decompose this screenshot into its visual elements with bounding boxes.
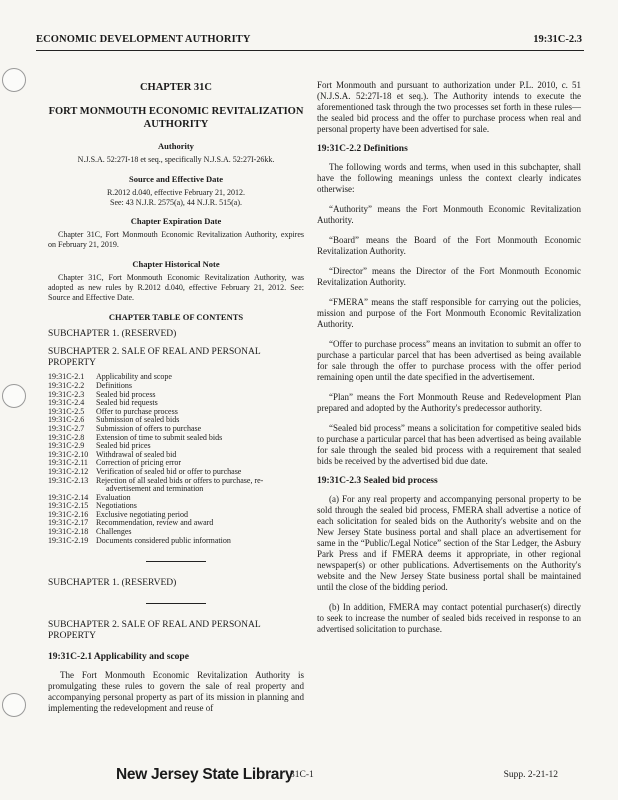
- toc-entry-title: Submission of offers to purchase: [96, 423, 202, 433]
- toc-entry: [48, 382, 304, 391]
- toc-entry-number: 19:31C-2.6: [48, 415, 85, 425]
- definition-paragraph: “Board” means the Board of the Fort Monmouth Economic Revitalization Authority.: [317, 235, 581, 256]
- toc-entry-title: Withdrawal of sealed bid: [96, 449, 177, 459]
- definition-paragraph: “Offer to purchase process” means an invitation to submit an offer to purchase a particular parcel that has been advertised as being available for sale through the offer to purchase process with the offer period remaining open until the date specified in the advertisement.: [317, 339, 581, 382]
- toc-entry-number: 19:31C-2.4: [48, 398, 85, 408]
- toc-entry-number: 19:31C-2.13: [48, 475, 89, 485]
- toc-entry-number: 19:31C-2.1: [48, 372, 85, 382]
- toc-entry-number: 19:31C-2.12: [48, 466, 89, 476]
- section-heading: 19:31C-2.2 Definitions: [317, 144, 408, 154]
- definition-paragraph: “Plan” means the Fort Monmouth Reuse and Redevelopment Plan prepared and adopted by the Authority's predecessor authority.: [317, 392, 581, 413]
- toc-entry-title: Definitions: [96, 380, 132, 390]
- definition-paragraph: “FMERA” means the staff responsible for carrying out the policies, mission and purpose of the Fort Monmouth Economic Revitalization Authority.: [317, 297, 581, 329]
- supplement-date: Supp. 2-21-12: [503, 770, 558, 780]
- toc-entry-number: 19:31C-2.7: [48, 423, 85, 433]
- section-divider: [146, 603, 206, 604]
- body-paragraph: Fort Monmouth and pursuant to authorization under P.L. 2010, c. 51 (N.J.S.A. 52:27I-18 et seq.). The Authority intends to execute the aforementioned task through the two processes set forth in these rules—the sealed bid process and the offer to purchase process when real and personal property have been advertised for sale.: [317, 80, 581, 134]
- page-footer: [0, 766, 618, 786]
- toc-heading: CHAPTER TABLE OF CONTENTS: [108, 312, 244, 323]
- toc-entry-number: 19:31C-2.17: [48, 518, 89, 528]
- binder-hole: [2, 68, 26, 92]
- toc-entry-title: Sealed bid requests: [96, 398, 158, 408]
- toc-entry-number: 19:31C-2.8: [48, 432, 85, 442]
- toc-entry-number: 19:31C-2.16: [48, 509, 89, 519]
- toc-entry-title: Negotiations: [96, 501, 137, 511]
- section-heading: 19:31C-2.1 Applicability and scope: [48, 652, 189, 663]
- toc-entry-number: 19:31C-2.9: [48, 441, 85, 451]
- source-heading: Source and Effective Date: [128, 173, 224, 184]
- body-paragraph: (b) In addition, FMERA may contact potential purchaser(s) directly to seek to increase the number of sealed bids received in response to an advertised solicitation to purchase.: [317, 602, 581, 634]
- page-number: 31C-1: [290, 770, 314, 780]
- toc-entry-title: Documents considered public information: [96, 535, 231, 545]
- expiration-heading: Chapter Expiration Date: [130, 216, 222, 227]
- subchapter-heading: SUBCHAPTER 1. (RESERVED): [48, 578, 177, 589]
- running-header-section: 19:31C-2.3: [533, 34, 582, 45]
- toc-entry-title: Verification of sealed bid or offer to purchase: [96, 466, 242, 476]
- toc-entry-title: Extension of time to submit sealed bids: [96, 432, 223, 442]
- toc-subchapter: SUBCHAPTER 1. (RESERVED): [48, 329, 177, 340]
- toc-entry-title: Evaluation: [96, 492, 131, 502]
- chapter-number: CHAPTER 31C: [139, 82, 213, 93]
- toc-entry-title: Correction of pricing error: [96, 458, 182, 468]
- toc-entry-number: 19:31C-2.18: [48, 527, 89, 537]
- toc-entry: [48, 391, 304, 400]
- section-divider: [146, 561, 206, 562]
- source-line: See: 43 N.J.R. 2575(a), 44 N.J.R. 515(a).: [110, 197, 242, 207]
- toc-subchapter: SUBCHAPTER 2. SALE OF REAL AND PERSONAL PROPERTY: [48, 347, 261, 369]
- definition-paragraph: “Authority” means the Fort Monmouth Economic Revitalization Authority.: [317, 204, 581, 225]
- definition-paragraph: “Director” means the Director of the Fort Monmouth Economic Revitalization Authority.: [317, 266, 581, 287]
- binder-hole: [2, 693, 26, 717]
- toc-entry-number: 19:31C-2.3: [48, 389, 85, 399]
- running-header-title: ECONOMIC DEVELOPMENT AUTHORITY: [36, 34, 251, 45]
- toc-entry-title: advertisement and termination: [106, 484, 204, 494]
- library-stamp: New Jersey State Library: [116, 766, 294, 783]
- toc-entry-title: Sealed bid prices: [96, 441, 151, 451]
- historical-text: Chapter 31C, Fort Monmouth Economic Revitalization Authority, was adopted as new rules by R.2012 d.040, effective February 21, 2012. See: Source and Effective Date.: [48, 272, 304, 302]
- binder-hole: [2, 384, 26, 408]
- section-heading: 19:31C-2.3 Sealed bid process: [317, 476, 438, 486]
- toc-entry-number: 19:31C-2.5: [48, 406, 85, 416]
- toc-entry-number: 19:31C-2.11: [48, 458, 88, 468]
- toc-entry-title: Applicability and scope: [96, 372, 172, 382]
- historical-heading: Chapter Historical Note: [132, 258, 220, 269]
- toc-entry-title: Sealed bid process: [96, 389, 156, 399]
- body-paragraph: The Fort Monmouth Economic Revitalization Authority is promulgating these rules to govern the sale of real property and accompanying personal property as part of its mission in planning and implementing the redevelopment and reuse of: [48, 670, 304, 714]
- toc-entry-title: Exclusive negotiating period: [96, 509, 188, 519]
- toc-entry-title: Rejection of all sealed bids or offers to purchase, re-: [96, 475, 264, 485]
- left-column: [48, 76, 304, 723]
- toc-entry-number: 19:31C-2.10: [48, 449, 89, 459]
- toc-entry-number: 19:31C-2.14: [48, 492, 89, 502]
- body-paragraph: The following words and terms, when used in this subchapter, shall have the following meanings unless the context clearly indicates otherwise:: [317, 162, 581, 194]
- toc-entry-title: Challenges: [96, 527, 132, 537]
- authority-text: N.J.S.A. 52:27I-18 et seq., specifically N.J.S.A. 52:27I-26kk.: [77, 155, 275, 164]
- toc-entry-title: Submission of sealed bids: [96, 415, 180, 425]
- toc-entry: [48, 537, 304, 546]
- toc-entry-number: 19:31C-2.2: [48, 380, 85, 390]
- authority-heading: Authority: [158, 141, 194, 151]
- toc-entry-number: 19:31C-2.19: [48, 535, 89, 545]
- body-paragraph: (a) For any real property and accompanying personal property to be sold through the sealed bid process, FMERA shall advertise a notice of each solicitation for sealed bids on the Authority's website and on the New Jersey State business portal and shall place an advertisement for same in the “Public/Legal Notice” section of the Star Ledger, the Asbury Park Press and if FMERA deems it appropriate, in other regional newspaper(s) or other publications. Advertisements on the Authority's website and the New Jersey State business portal shall be maintained until the close of the bidding period.: [317, 494, 581, 592]
- toc-entry: [48, 373, 304, 382]
- expiration-text: Chapter 31C, Fort Monmouth Economic Revitalization Authority, expires on February 21, 2019.: [48, 230, 304, 250]
- header-rule: [36, 50, 584, 51]
- chapter-title: FORT MONMOUTH ECONOMIC REVITALIZATION AUTHORITY: [48, 106, 304, 130]
- toc-entry-title: Offer to purchase process: [96, 406, 178, 416]
- toc-entry-number: 19:31C-2.15: [48, 501, 89, 511]
- toc-list: [48, 373, 304, 545]
- subchapter-heading: SUBCHAPTER 2. SALE OF REAL AND PERSONAL PROPERTY: [48, 620, 261, 642]
- source-line: R.2012 d.040, effective February 21, 2012.: [106, 187, 246, 197]
- toc-entry: [48, 434, 304, 443]
- definition-paragraph: “Sealed bid process” means a solicitation for competitive sealed bids to purchase a particular parcel that has been advertised as being available for sale through the sealed bid process with a requirement that sealed bids be received by the advertised bid due date.: [317, 423, 581, 466]
- toc-entry-title: Recommendation, review and award: [96, 518, 214, 528]
- right-column: [317, 80, 581, 644]
